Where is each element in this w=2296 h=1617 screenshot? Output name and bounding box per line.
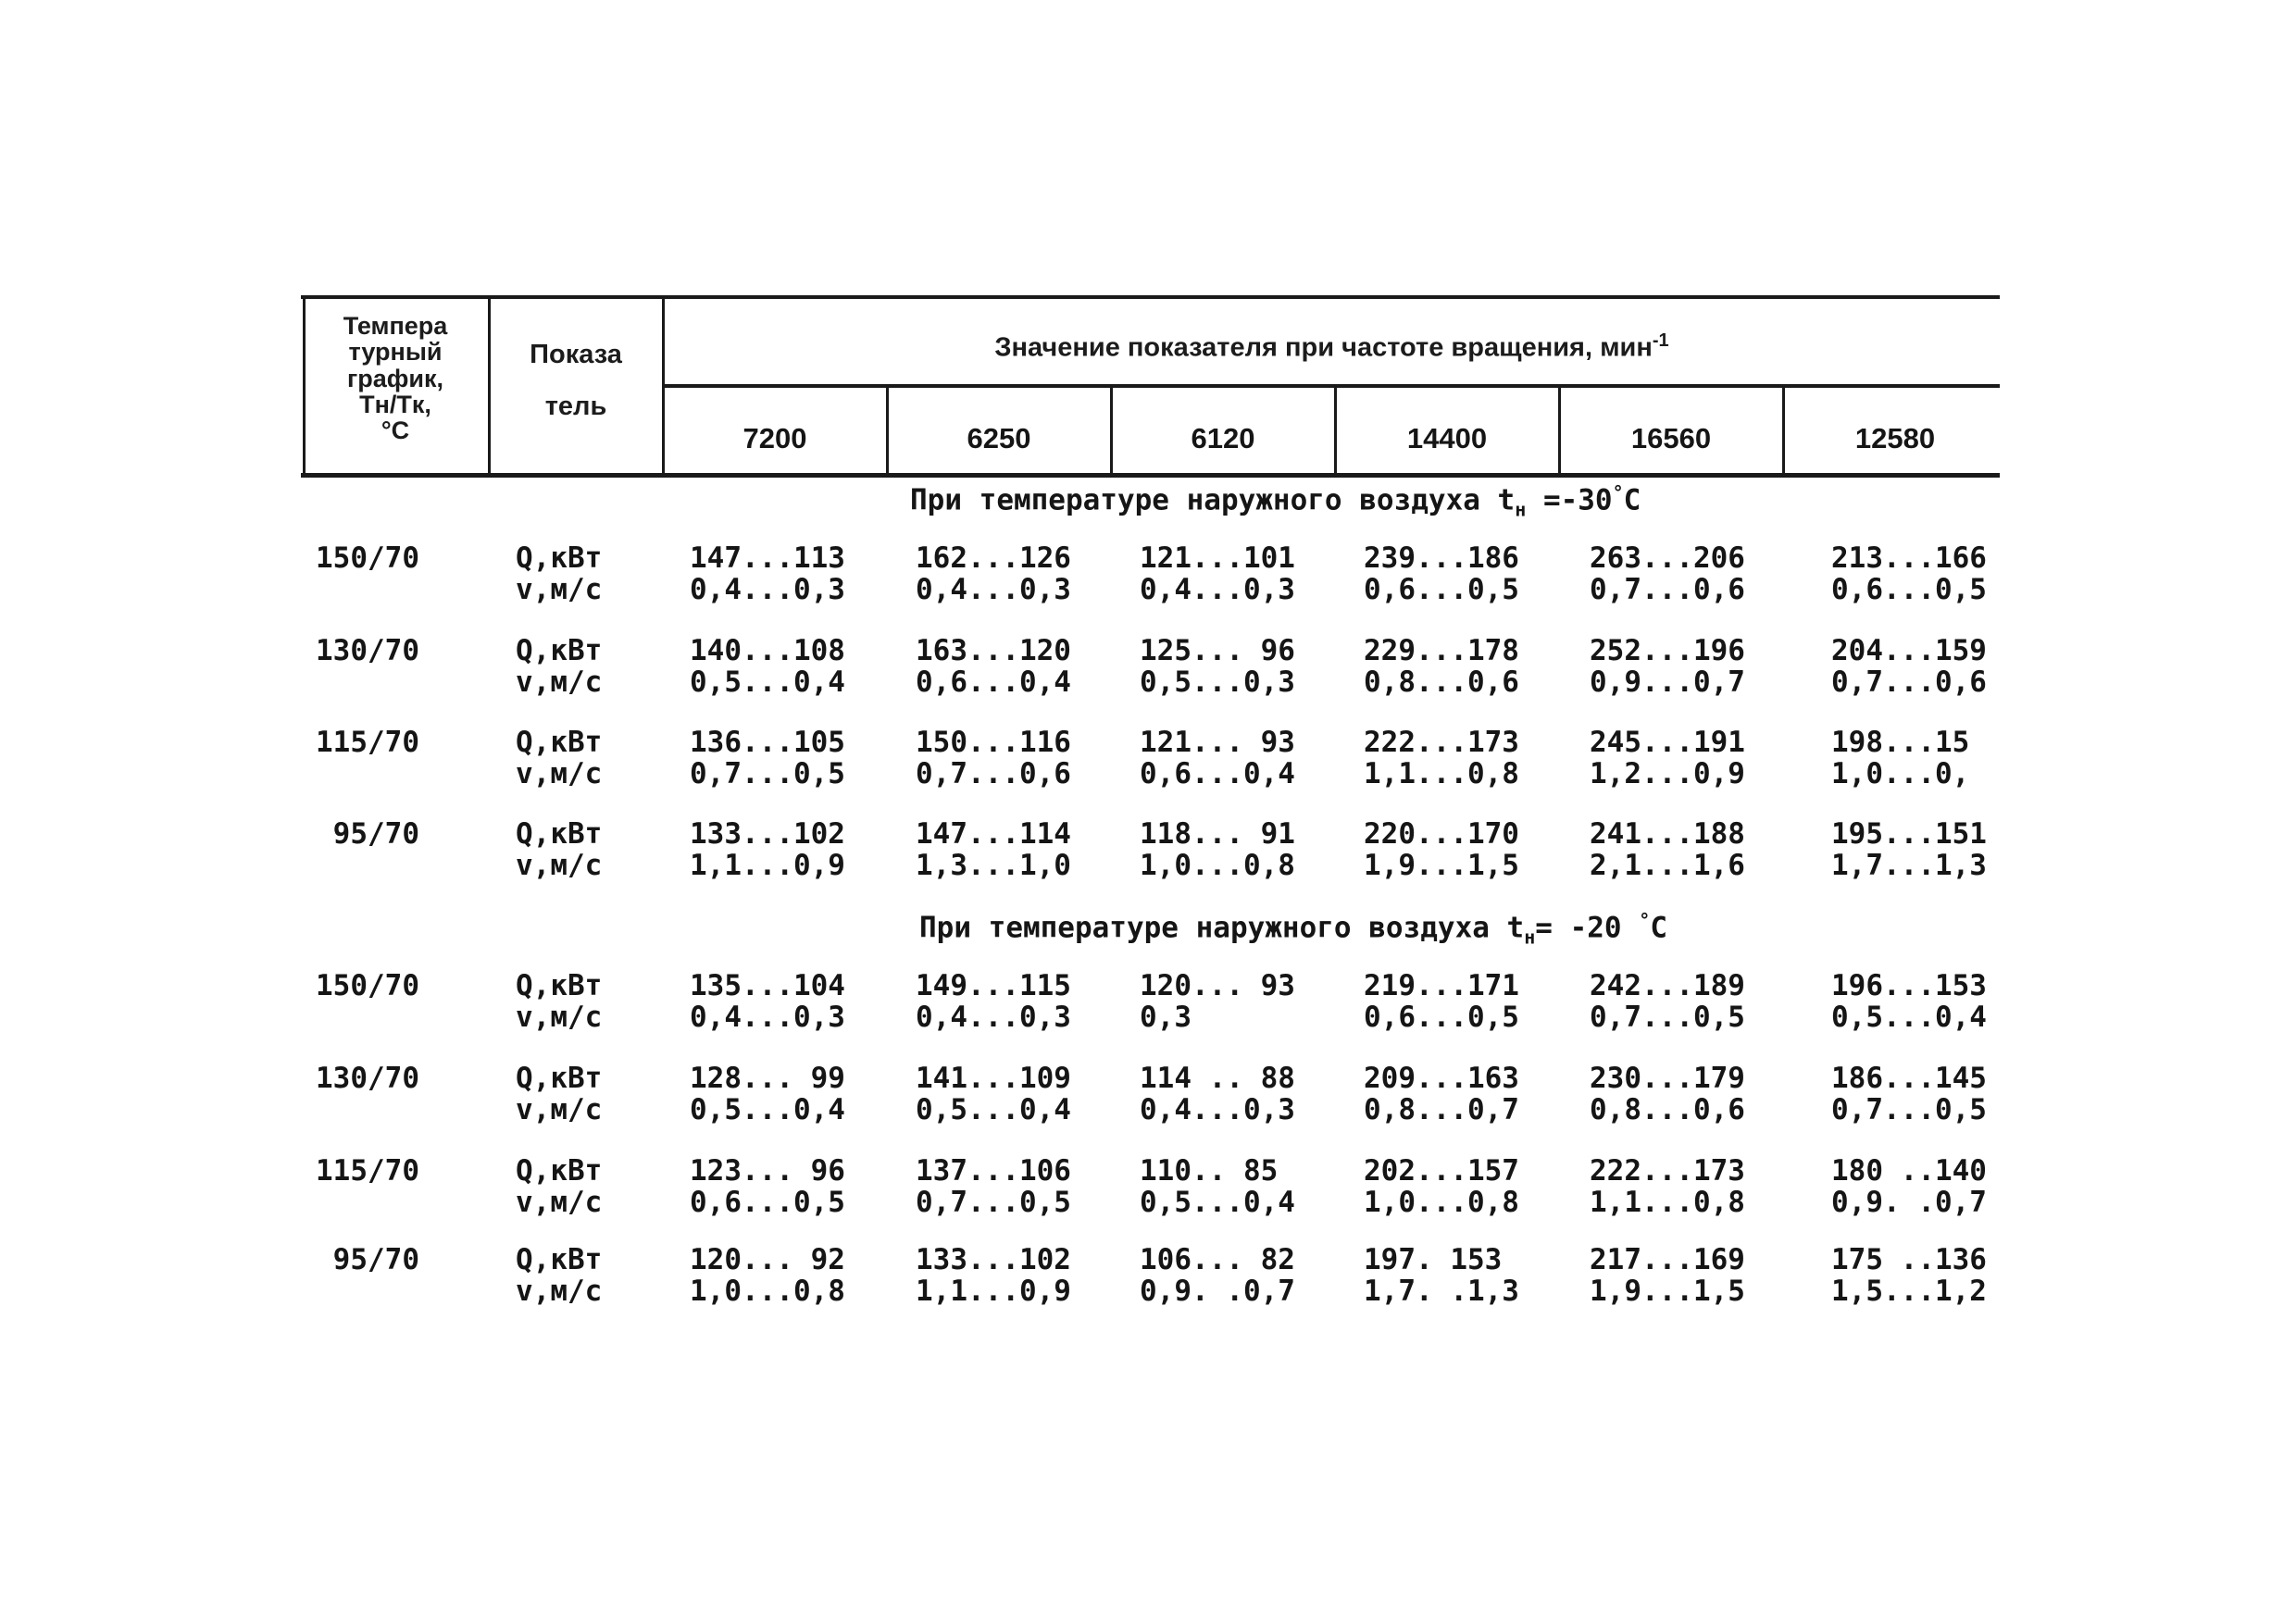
value-cell — [1831, 542, 1987, 605]
heat-output-value: 222...173 — [1590, 1154, 1745, 1188]
section-title-degree: ° — [1639, 909, 1651, 931]
indicator-v-label: v,м/с — [516, 1001, 603, 1034]
indicator-q-label: Q,кВт — [516, 541, 603, 575]
heat-output-value: 149...115 — [916, 969, 1071, 1002]
indicator-cell — [516, 635, 602, 698]
indicator-v-label: v,м/с — [516, 1275, 603, 1308]
air-velocity-value: 1,5...1,2 — [1831, 1275, 1987, 1308]
value-cell — [1590, 970, 1745, 1033]
heat-output-value: 213...166 — [1831, 541, 1987, 575]
header-divider — [488, 296, 491, 477]
air-velocity-value: 0,7...0,5 — [1831, 1093, 1987, 1126]
heat-output-value: 125... 96 — [1140, 634, 1295, 667]
air-velocity-value: 0,4...0,3 — [690, 1001, 845, 1034]
air-velocity-value: 1,3...1,0 — [916, 849, 1071, 882]
heat-output-value: 204...159 — [1831, 634, 1987, 667]
air-velocity-value: 1,1...0,8 — [1364, 757, 1519, 790]
value-cell — [1590, 635, 1745, 698]
value-cell — [690, 727, 845, 790]
heat-output-value: 197. 153 — [1364, 1243, 1503, 1276]
value-cell — [1831, 1063, 1987, 1126]
temperature-schedule-cell: 130/70 — [316, 1062, 419, 1095]
temperature-schedule-cell: 150/70 — [316, 541, 419, 575]
temperature-schedule-cell: 115/70 — [316, 1154, 419, 1188]
indicator-q-label: Q,кВт — [516, 634, 603, 667]
heat-output-value: 147...113 — [690, 541, 845, 575]
heat-output-value: 120... 92 — [690, 1243, 845, 1276]
indicator-q-label: Q,кВт — [516, 1062, 603, 1095]
air-velocity-value: 0,4...0,3 — [690, 573, 845, 606]
heat-output-value: 135...104 — [690, 969, 845, 1002]
heat-output-value: 242...189 — [1590, 969, 1745, 1002]
air-velocity-value: 0,4...0,3 — [916, 573, 1071, 606]
heat-output-value: 195...151 — [1831, 817, 1987, 851]
value-cell — [1364, 542, 1519, 605]
value-cell — [1831, 727, 1969, 790]
value-cell — [690, 1063, 845, 1126]
indicator-cell — [516, 970, 602, 1033]
air-velocity-value: 0,6...0,5 — [690, 1186, 845, 1219]
value-cell — [690, 542, 845, 605]
air-velocity-value: 1,0...0,8 — [690, 1275, 845, 1308]
temperature-schedule-cell: 150/70 — [316, 969, 419, 1002]
value-cell — [1590, 727, 1745, 790]
value-cell — [1140, 970, 1295, 1033]
heat-output-value: 147...114 — [916, 817, 1071, 851]
value-cell — [916, 727, 1071, 790]
heat-output-value: 121... 93 — [1140, 726, 1295, 759]
speed-header: 14400 — [1406, 422, 1488, 454]
heat-output-value: 121...101 — [1140, 541, 1295, 575]
air-velocity-value: 0,8...0,6 — [1364, 665, 1519, 699]
air-velocity-value: 1,1...0,9 — [916, 1275, 1071, 1308]
value-cell — [1831, 1244, 1987, 1307]
value-cell — [1364, 1244, 1519, 1307]
air-velocity-value: 0,8...0,7 — [1364, 1093, 1519, 1126]
value-cell — [916, 1063, 1071, 1126]
heat-output-value: 162...126 — [916, 541, 1071, 575]
heat-output-value: 114 .. 88 — [1140, 1062, 1295, 1095]
value-cell — [1140, 1155, 1295, 1218]
value-cell — [1364, 1063, 1519, 1126]
value-cell — [1364, 818, 1519, 881]
heat-output-value: 263...206 — [1590, 541, 1745, 575]
section-title-sub: н — [1515, 498, 1527, 521]
indicator-q-label: Q,кВт — [516, 1154, 603, 1188]
table-top-rule — [301, 295, 2000, 299]
document-page — [301, 292, 2000, 1329]
indicator-cell — [516, 542, 602, 605]
heat-output-value: 141...109 — [916, 1062, 1071, 1095]
air-velocity-value: 0,5...0,4 — [690, 665, 845, 699]
header-rotation-frequency — [664, 331, 2000, 362]
air-velocity-value: 1,2...0,9 — [1590, 757, 1745, 790]
heat-output-value: 186...145 — [1831, 1062, 1987, 1095]
table-row — [301, 727, 2000, 791]
heat-output-value: 106... 82 — [1140, 1243, 1295, 1276]
speed-header: 12580 — [1854, 422, 1936, 454]
air-velocity-value: 0,6...0,4 — [916, 665, 1071, 699]
value-cell — [1831, 1155, 1987, 1218]
air-velocity-value: 0,6...0,5 — [1831, 573, 1987, 606]
value-cell — [1590, 818, 1745, 881]
header-temp-line: °C — [381, 417, 410, 445]
value-cell — [1364, 1155, 1519, 1218]
air-velocity-value: 0,5...0,4 — [1831, 1001, 1987, 1034]
air-velocity-value: 1,1...0,8 — [1590, 1186, 1745, 1219]
heat-output-value: 150...116 — [916, 726, 1071, 759]
table-row — [301, 635, 2000, 700]
heat-output-value: 252...196 — [1590, 634, 1745, 667]
air-velocity-value: 0,8...0,6 — [1590, 1093, 1745, 1126]
heat-output-value: 230...179 — [1590, 1062, 1745, 1095]
indicator-cell — [516, 1063, 602, 1126]
section-title-unit: C — [1623, 483, 1641, 517]
air-velocity-value: 0,6...0,5 — [1364, 573, 1519, 606]
heat-output-value: 110.. 85 — [1140, 1154, 1279, 1188]
value-cell — [1364, 970, 1519, 1033]
air-velocity-value: 0,7...0,5 — [1590, 1001, 1745, 1034]
indicator-v-label: v,м/с — [516, 1093, 603, 1126]
temperature-schedule-cell: 95/70 — [332, 817, 419, 851]
air-velocity-value: 0,4...0,3 — [916, 1001, 1071, 1034]
indicator-v-label: v,м/с — [516, 849, 603, 882]
indicator-q-label: Q,кВт — [516, 817, 603, 851]
indicator-v-label: v,м/с — [516, 573, 603, 606]
section-title — [910, 481, 1641, 521]
indicator-cell — [516, 818, 602, 881]
value-cell — [1364, 727, 1519, 790]
header-temp-line: Темпера — [343, 312, 448, 340]
value-cell — [1140, 727, 1295, 790]
heat-output-value: 133...102 — [690, 817, 845, 851]
heat-output-value: 196...153 — [1831, 969, 1987, 1002]
value-cell — [916, 1244, 1071, 1307]
header-bottom-rule — [301, 473, 2000, 478]
air-velocity-value: 0,6...0,4 — [1140, 757, 1295, 790]
heat-output-value: 222...173 — [1364, 726, 1519, 759]
value-cell — [690, 1155, 845, 1218]
air-velocity-value: 0,7...0,5 — [916, 1186, 1071, 1219]
value-cell — [690, 1244, 845, 1307]
heat-output-value: 120... 93 — [1140, 969, 1295, 1002]
heat-output-value: 133...102 — [916, 1243, 1071, 1276]
heat-output-value: 198...15 — [1831, 726, 1970, 759]
air-velocity-value: 0,7...0,6 — [1590, 573, 1745, 606]
air-velocity-value: 1,9...1,5 — [1590, 1275, 1745, 1308]
section-title-text: При температуре наружного воздуха t — [910, 483, 1516, 517]
air-velocity-value: 0,3 — [1140, 1001, 1192, 1034]
indicator-q-label: Q,кВт — [516, 969, 603, 1002]
value-cell — [690, 818, 845, 881]
indicator-cell — [516, 1244, 602, 1307]
value-cell — [690, 635, 845, 698]
speed-header: 6120 — [1191, 422, 1255, 454]
air-velocity-value: 0,4...0,3 — [1140, 573, 1295, 606]
section-title-degree: ° — [1612, 481, 1624, 504]
value-cell — [1831, 635, 1987, 698]
value-cell — [1590, 1063, 1745, 1126]
air-velocity-value: 1,0...0,8 — [1140, 849, 1295, 882]
value-cell — [916, 635, 1071, 698]
heat-output-value: 229...178 — [1364, 634, 1519, 667]
air-velocity-value: 1,1...0,9 — [690, 849, 845, 882]
heat-output-value: 219...171 — [1364, 969, 1519, 1002]
air-velocity-value: 0,7...0,5 — [690, 757, 845, 790]
indicator-cell — [516, 1155, 602, 1218]
air-velocity-value: 2,1...1,6 — [1590, 849, 1745, 882]
air-velocity-value: 0,9. .0,7 — [1140, 1275, 1295, 1308]
heat-output-value: 140...108 — [690, 634, 845, 667]
speed-header: 6250 — [967, 422, 1031, 454]
air-velocity-value: 0,9...0,7 — [1590, 665, 1745, 699]
header-indicator-line: тель — [544, 392, 607, 422]
value-cell — [690, 970, 845, 1033]
heat-output-value: 220...170 — [1364, 817, 1519, 851]
value-cell — [916, 970, 1071, 1033]
indicator-q-label: Q,кВт — [516, 1243, 603, 1276]
value-cell — [1364, 635, 1519, 698]
temperature-schedule-cell: 95/70 — [332, 1243, 419, 1276]
indicator-cell — [516, 727, 602, 790]
value-cell — [1140, 635, 1295, 698]
air-velocity-value: 1,9...1,5 — [1364, 849, 1519, 882]
value-cell — [1831, 970, 1987, 1033]
air-velocity-value: 0,7...0,6 — [1831, 665, 1987, 699]
indicator-v-label: v,м/с — [516, 1186, 603, 1219]
value-cell — [916, 1155, 1071, 1218]
header-subrule — [664, 384, 2000, 388]
table-row — [301, 1155, 2000, 1220]
air-velocity-value: 0,5...0,4 — [916, 1093, 1071, 1126]
section-title-value: = -20 — [1535, 911, 1640, 945]
air-velocity-value: 0,5...0,3 — [1140, 665, 1295, 699]
heat-output-value: 241...188 — [1590, 817, 1745, 851]
heat-output-value: 217...169 — [1590, 1243, 1745, 1276]
air-velocity-value: 1,0...0, — [1831, 757, 1970, 790]
heat-output-value: 163...120 — [916, 634, 1071, 667]
value-cell — [1590, 1244, 1745, 1307]
value-cell — [916, 542, 1071, 605]
table-row — [301, 970, 2000, 1035]
value-cell — [1590, 1155, 1745, 1218]
header-span-text: Значение показателя при частоте вращения, мин — [994, 332, 1653, 363]
value-cell — [1140, 818, 1295, 881]
heat-output-value: 123... 96 — [690, 1154, 845, 1188]
indicator-q-label: Q,кВт — [516, 726, 603, 759]
header-indicator — [492, 341, 660, 421]
table-row — [301, 1063, 2000, 1127]
indicator-v-label: v,м/с — [516, 757, 603, 790]
air-velocity-value: 0,4...0,3 — [1140, 1093, 1295, 1126]
value-cell — [1831, 818, 1987, 881]
heat-output-value: 128... 99 — [690, 1062, 845, 1095]
air-velocity-value: 0,5...0,4 — [690, 1093, 845, 1126]
heat-output-value: 136...105 — [690, 726, 845, 759]
heat-output-value: 209...163 — [1364, 1062, 1519, 1095]
section-title-value: =-30 — [1526, 483, 1613, 517]
speed-header: 7200 — [742, 422, 807, 454]
heat-output-value: 118... 91 — [1140, 817, 1295, 851]
section-title-text: При температуре наружного воздуха t — [919, 911, 1525, 945]
header-temp-line: Tн/Tк, — [359, 391, 431, 419]
air-velocity-value: 0,5...0,4 — [1140, 1186, 1295, 1219]
section-title-sub: н — [1524, 926, 1536, 949]
indicator-v-label: v,м/с — [516, 665, 603, 699]
table-row — [301, 818, 2000, 883]
air-velocity-value: 1,7...1,3 — [1831, 849, 1987, 882]
header-span-sup: -1 — [1652, 330, 1669, 351]
table-row — [301, 1244, 2000, 1309]
air-velocity-value: 0,9. .0,7 — [1831, 1186, 1987, 1219]
heat-output-value: 202...157 — [1364, 1154, 1519, 1188]
header-temp-line: график, — [347, 364, 443, 392]
heat-output-value: 137...106 — [916, 1154, 1071, 1188]
value-cell — [1140, 542, 1295, 605]
value-cell — [1590, 542, 1745, 605]
value-cell — [916, 818, 1071, 881]
temperature-schedule-cell: 130/70 — [316, 634, 419, 667]
air-velocity-value: 0,6...0,5 — [1364, 1001, 1519, 1034]
heat-output-value: 180 ..140 — [1831, 1154, 1987, 1188]
value-cell — [1140, 1244, 1295, 1307]
temperature-schedule-cell: 115/70 — [316, 726, 419, 759]
header-temp-line: турный — [348, 338, 443, 367]
table-row — [301, 542, 2000, 607]
value-cell — [1140, 1063, 1295, 1126]
air-velocity-value: 1,0...0,8 — [1364, 1186, 1519, 1219]
header-left-border — [303, 296, 306, 477]
speed-header: 16560 — [1630, 422, 1712, 454]
air-velocity-value: 0,7...0,6 — [916, 757, 1071, 790]
air-velocity-value: 1,7. .1,3 — [1364, 1275, 1519, 1308]
heat-output-value: 239...186 — [1364, 541, 1519, 575]
heat-output-value: 245...191 — [1590, 726, 1745, 759]
heat-output-value: 175 ..136 — [1831, 1243, 1987, 1276]
section-title-unit: C — [1650, 911, 1667, 945]
header-indicator-line: Показа — [530, 340, 622, 369]
header-temperature-schedule — [308, 313, 482, 444]
section-title — [919, 909, 1667, 949]
